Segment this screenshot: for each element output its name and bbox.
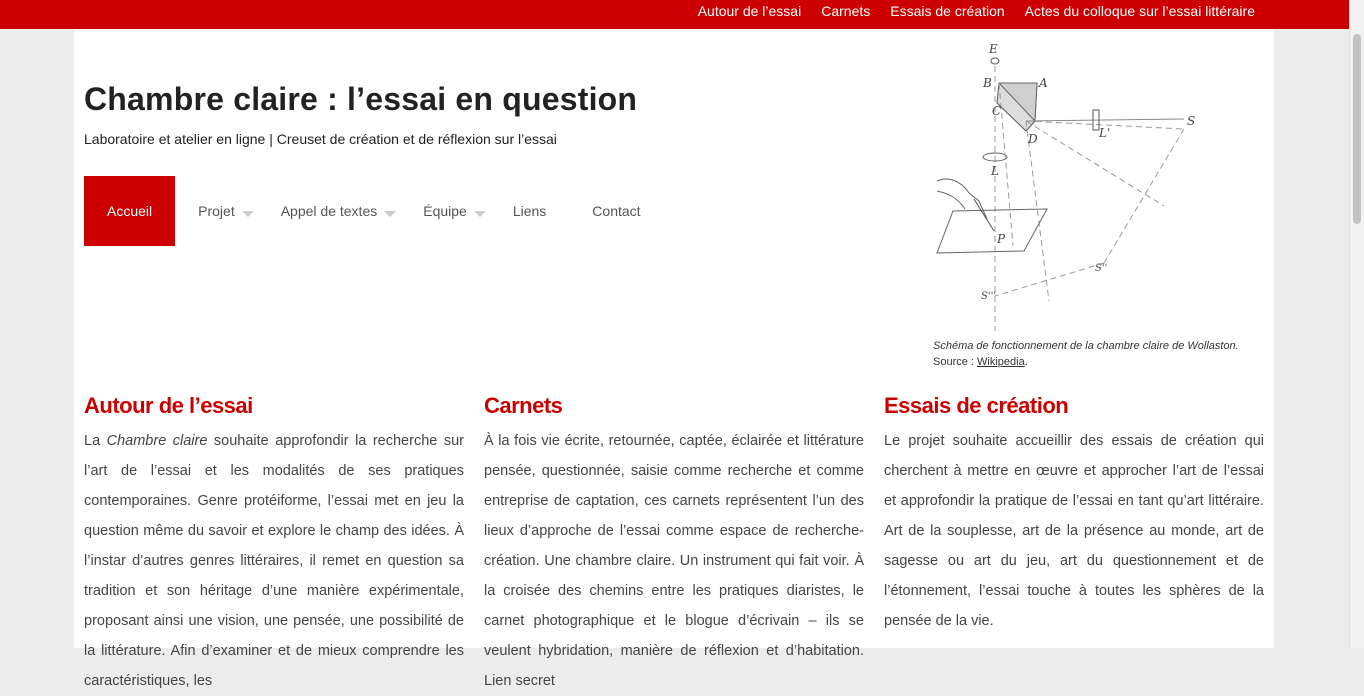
section-text [84, 426, 464, 696]
nav-item-label: Projet [198, 203, 235, 219]
source-suffix: . [1024, 356, 1028, 368]
wikipedia-link[interactable]: Wikipedia [977, 356, 1025, 368]
nav-item-accueil[interactable] [84, 176, 175, 246]
camera-lucida-diagram [929, 41, 1219, 331]
top-nav-carnets[interactable]: Carnets [821, 3, 871, 19]
figure-caption [933, 338, 1239, 370]
diagram-label-s2: S'' [1095, 263, 1108, 274]
column-autour [84, 392, 464, 696]
nav-item-label: Équipe [423, 203, 467, 219]
chevron-down-icon [384, 211, 396, 217]
section-text: Le projet souhaite accueillir des essais de création qui cherchent à mettre en œuvre et approcher l’art de l’essai et approfondir la pratique de l’essai en tant qu’art littéraire. Art de la souplesse, art de la présence au monde, art de sagesse ou art du jeu, art du questionnement et de l’étonnement, l’essai touche à toutes les sphères de la pensée de la vie. [884, 433, 1264, 629]
section-text: À la fois vie écrite, retournée, captée, éclairée et littérature pensée, questionnée, saisie comme recherche et comme entreprise de captation, ces carnets représentent l’un des lieux d’approche de l’essai comme espace de recherche-création. Une chambre claire. Un instrument qui fait voir. À la croisée des chemins entre les pratiques diaristes, le carnet photographique et le blogue d’écrivain – ils se veulent hybridation, manière de réflexion et d’habitation. Lien secret [484, 433, 864, 689]
diagram-label-c: C [992, 104, 1002, 118]
section-heading[interactable]: Carnets [484, 393, 563, 418]
nav-item-label: Liens [512, 203, 547, 219]
diagram-label-d: D [1028, 132, 1038, 146]
diagram-label-a: A [1039, 76, 1048, 90]
text-fragment: souhaite approfondir la recherche sur l’art de l’essai et les modalités de ses pratiques contemporaines. Genre protéiforme, l’essai met en jeu la question même du savoir et explore le champ des idées. À l’instar d’autres genres littéraires, il remet en question sa tradition et son héritage d’une manière expérimentale, proposant ainsi une vision, une pensée, une possibilité de la littérature. Afin d’examiner et de mieux comprendre les caractéristiques, les [84, 433, 464, 689]
diagram-label-p: P [997, 232, 1006, 246]
top-nav [678, 0, 1255, 23]
site-title[interactable]: Chambre claire : l’essai en question [84, 81, 638, 117]
diagram-label-s3: S''' [981, 291, 997, 302]
column-essais [884, 392, 1264, 636]
nav-item-contact[interactable] [569, 176, 663, 246]
column-carnets [484, 392, 864, 696]
top-nav-autour[interactable]: Autour de l’essai [697, 3, 802, 19]
diagram-label-e: E [989, 42, 998, 56]
diagram-label-b: B [983, 76, 992, 90]
section-heading[interactable]: Autour de l’essai [84, 393, 253, 418]
scrollbar[interactable] [1349, 0, 1364, 648]
nav-item-label: Accueil [107, 203, 153, 219]
diagram-label-l-prime: L' [1099, 126, 1111, 140]
diagram-label-s: S [1187, 114, 1196, 128]
top-nav-essais[interactable]: Essais de création [890, 3, 1005, 19]
nav-item-appel-de-textes[interactable] [258, 176, 401, 246]
nav-item-liens[interactable] [490, 176, 569, 246]
nav-item-label: Appel de textes [280, 203, 378, 219]
top-bar [0, 0, 1364, 29]
site-description: Laboratoire et atelier en ligne | Creuset de création et de réflexion sur l’essai [84, 131, 557, 147]
chevron-down-icon [474, 211, 486, 217]
chevron-down-icon [242, 211, 254, 217]
nav-item-equipe[interactable] [400, 176, 490, 246]
nav-item-projet[interactable] [175, 176, 258, 246]
caption-source [933, 354, 1239, 370]
text-fragment: La [84, 433, 107, 449]
emphasis-text: Chambre claire [106, 433, 208, 449]
nav-item-label: Contact [592, 203, 641, 219]
source-prefix: Source : [933, 356, 978, 368]
scrollbar-thumb[interactable] [1353, 34, 1361, 224]
page-container [74, 29, 1274, 689]
top-nav-actes[interactable]: Actes du colloque sur l’essai littéraire [1024, 3, 1255, 19]
section-heading[interactable]: Essais de création [884, 393, 1069, 418]
diagram-label-l: L [991, 164, 999, 178]
caption-text: Schéma de fonctionnement de la chambre claire de Wollaston. [933, 340, 1239, 352]
main-nav [84, 176, 664, 246]
